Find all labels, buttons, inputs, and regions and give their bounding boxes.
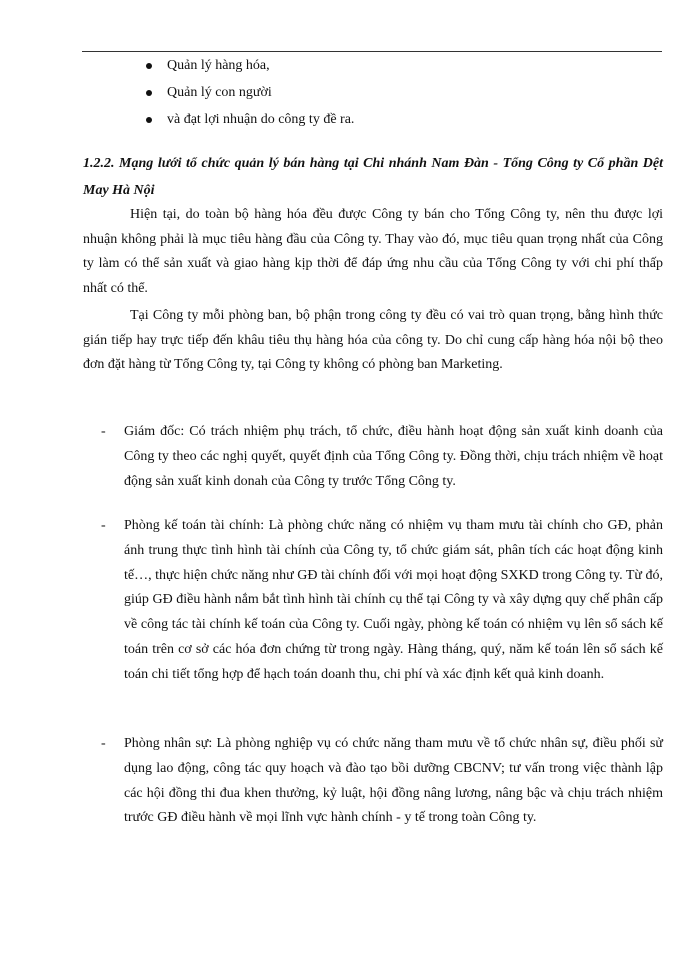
dash-bullet: - — [101, 736, 106, 751]
bullet-dot-icon — [146, 90, 152, 96]
bullet-dot-icon — [146, 63, 152, 69]
dash-item-hr — [83, 732, 663, 831]
bullet-item — [144, 52, 354, 79]
dash-item-text: Giám đốc: Có trách nhiệm phụ trách, tổ chức, điều hành hoạt động sản xuất kinh doanh của Công ty theo các nghị quyết, quyết định của Tổng Công ty. Đồng thời, chịu trách nhiệm về hoạt động sản xuất kinh donah của Công ty trước Tổng Công ty. — [124, 424, 663, 489]
bullet-text: và đạt lợi nhuận do công ty đề ra. — [167, 112, 355, 127]
bullet-item — [144, 79, 354, 106]
bullet-text: Quản lý hàng hóa, — [167, 58, 270, 73]
dash-item-director — [83, 420, 663, 494]
dash-bullet: - — [101, 518, 106, 533]
paragraph-departments: Tại Công ty mỗi phòng ban, bộ phận trong công ty đều có vai trò quan trọng, bằng hình thức gián tiếp hay trực tiếp đến khâu tiêu thụ hàng hóa của công ty. Do chỉ cung cấp hàng hóa nội bộ theo đơn đặt hàng từ Tổng Công ty, tại Công ty không có phòng ban Marketing. — [83, 308, 663, 372]
dash-item-text: Phòng nhân sự: Là phòng nghiệp vụ có chức năng tham mưu về tổ chức nhân sự, điều phối sử dụng lao động, công tác quy hoạch và đào tạo bồi dưỡng CBCNV; tư vấn trong việc thành lập các hội đồng thi đua khen thưởng, kỷ luật, hội đồng nâng lương, nâng bậc và chịu trách nhiệm trước GĐ điều hành về mọi lĩnh vực hành chính - y tế trong toàn Công ty. — [124, 736, 663, 826]
bullet-list — [144, 52, 354, 133]
dash-item-accounting — [83, 514, 663, 688]
bullet-dot-icon — [146, 117, 152, 123]
paragraph-intro: Hiện tại, do toàn bộ hàng hóa đều được Công ty bán cho Tổng Công ty, nên thu được lợi nhuận không phải là mục tiêu hàng đầu của Công ty. Thay vào đó, mục tiêu quan trọng nhất của Công ty làm có thể sản xuất và giao hàng kịp thời để đáp ứng nhu cầu của Tổng Công ty với chi phí thấp nhất có thể. — [83, 207, 663, 296]
bullet-item — [144, 106, 354, 133]
dash-bullet: - — [101, 424, 106, 439]
section-heading: 1.2.2. Mạng lưới tổ chức quản lý bán hàng tại Chi nhánh Nam Đàn - Tổng Công ty Cổ phần Dệt May Hà Nội — [83, 156, 663, 198]
dash-item-text: Phòng kế toán tài chính: Là phòng chức năng có nhiệm vụ tham mưu tài chính cho GĐ, phản ánh trung thực tình hình tài chính của Công ty, tổ chức giám sát, phân tích các hoạt động kinh tế…, thực hiện chức năng như GĐ tài chính đối với mọi hoạt động SXKD trong Công ty. Từ đó, giúp GĐ điều hành nắm bắt tình hình tài chính cụ thể tại Công ty và xây dựng quy chế phân cấp về công tác tài chính kế toán của Công ty. Cuối ngày, phòng kế toán có nhiệm vụ lên sổ sách kế toán trên cơ sở các hóa đơn chứng từ trong ngày. Hàng tháng, quý, năm kế toán lên sổ sách kế toán chi tiết tổng hợp để hạch toán doanh thu, chi phí và xác định kết quả kinh doanh. — [124, 518, 663, 682]
bullet-text: Quản lý con người — [167, 85, 272, 100]
